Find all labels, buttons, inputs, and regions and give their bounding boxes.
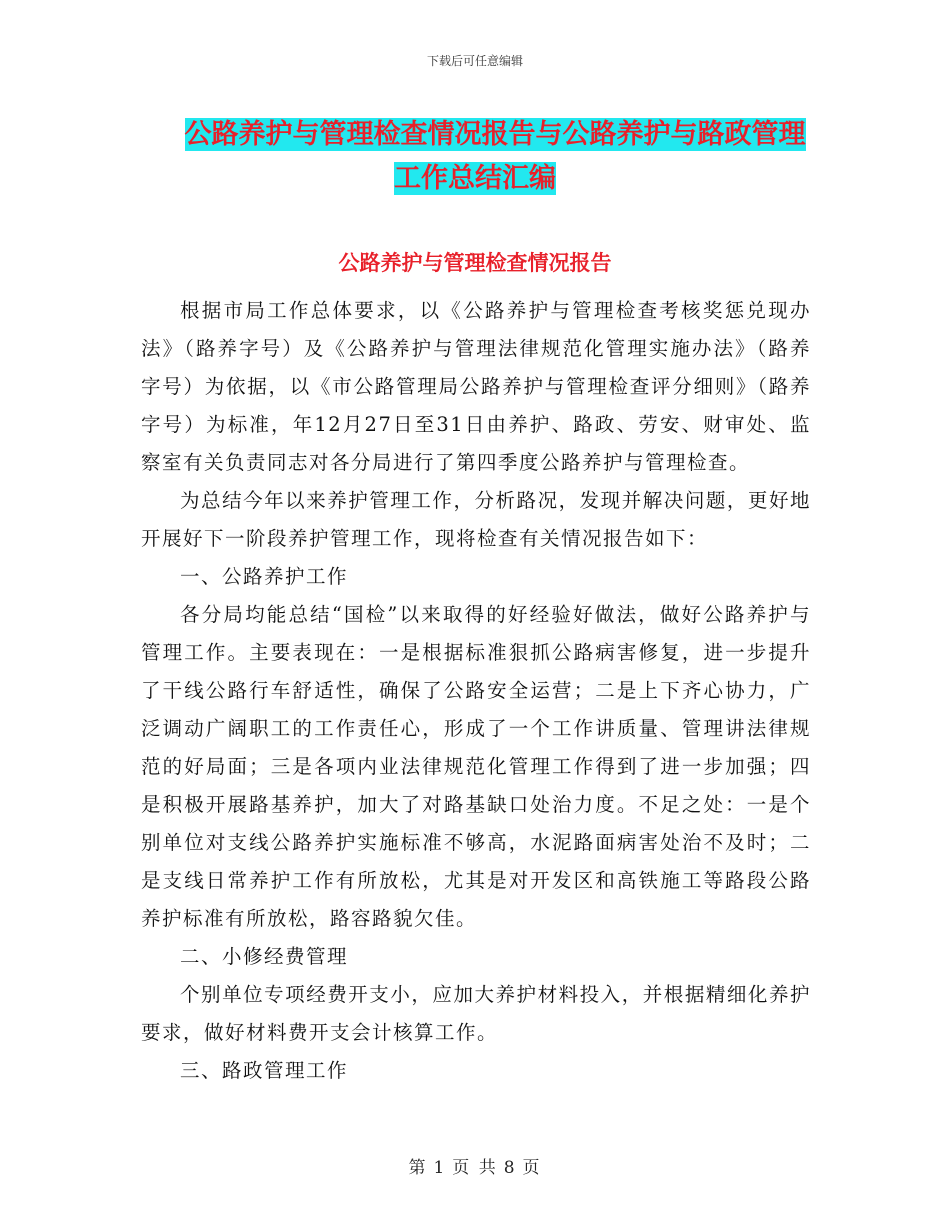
footer-suffix: 页 [522,1158,542,1178]
paragraph-1: 根据市局工作总体要求，以《公路养护与管理检查考核奖惩兑现办法》（路养字号）及《公路养护与管理法律规范化管理实施办法》（路养字号）为依据，以《市公路管理局公路养护与管理检查评分细则》（路养字号）为标准，年12月27日至31日由养护、路政、劳安、财审处、监察室有关负责同志对各分局进行了第四季度公路养护与管理检查。 [141,299,811,474]
heading-road-administration: 三、路政管理工作 [180,1059,349,1082]
paragraph-4: 个别单位专项经费开支小，应加大养护材料投入，并根据精细化养护要求，做好材料费开支会计核算工作。 [141,983,811,1044]
title-line-1-text: 公路养护与管理检查情况报告与公路养护与路政管理 [184,119,806,150]
page-total: 8 [503,1158,517,1178]
paragraph-2: 为总结今年以来养护管理工作，分析路况，发现并解决问题，更好地开展好下一阶段养护管理工作，现将检查有关情况报告如下： [141,489,811,550]
page-footer [0,1153,950,1178]
document-title-line-1 [0,112,950,151]
title-line-2-text: 工作总结汇编 [394,163,556,194]
document-title-line-2 [0,156,950,195]
document-body [141,292,811,1090]
footer-prefix: 第 [408,1158,428,1178]
page-header-note: 下载后可任意编辑 [426,54,523,68]
section-title: 公路养护与管理检查情况报告 [338,251,612,275]
heading-repair-funds: 二、小修经费管理 [180,945,349,968]
paragraph-3: 各分局均能总结“国检”以来取得的好经验好做法，做好公路养护与管理工作。主要表现在：一是根据标准狠抓公路病害修复，进一步提升了干线公路行车舒适性，确保了公路安全运营；二是上下齐心协力，广泛调动广阔职工的工作责任心，形成了一个工作讲质量、管理讲法律规范的好局面；三是各项内业法律规范化管理工作得到了进一步加强；四是积极开展路基养护，加大了对路基缺口处治力度。不足之处：一是个别单位对支线公路养护实施标准不够高，水泥路面病害处治不及时；二是支线日常养护工作有所放松，尤其是对开发区和高铁施工等路段公路养护标准有所放松，路容路貌欠佳。 [141,603,811,930]
page-number: 1 [433,1158,447,1178]
heading-road-maintenance: 一、公路养护工作 [180,565,349,588]
footer-mid: 页 共 [452,1158,498,1178]
